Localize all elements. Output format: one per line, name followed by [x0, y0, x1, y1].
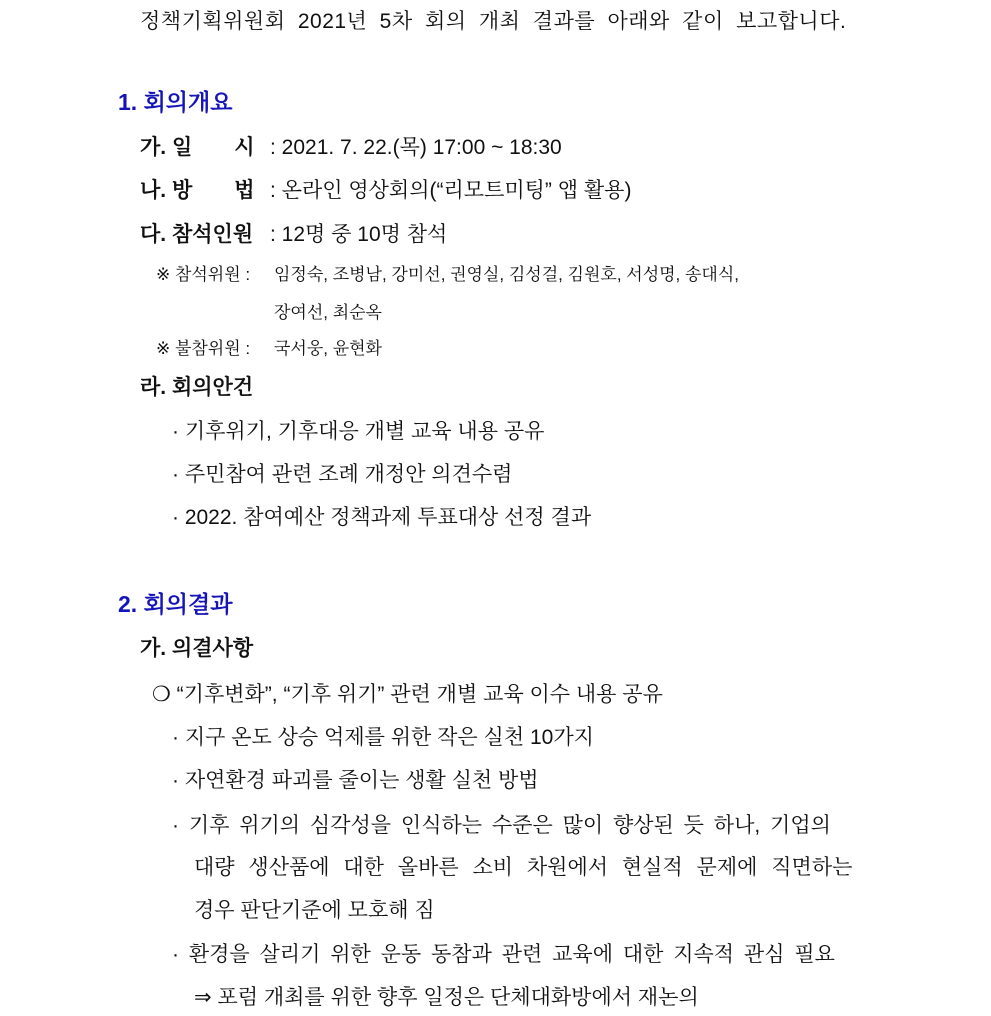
date-row [140, 134, 562, 162]
result-bullet: · 지구 온도 상승 억제를 위한 작은 실천 10가지 [172, 726, 594, 749]
result-bullet-continued: 대량 생산품에 대한 올바른 소비 차원에서 현실적 문제에 직면하는 [194, 856, 853, 879]
absent-value: 국서웅, 윤현화 [274, 339, 382, 358]
attendance-row [140, 221, 447, 249]
resolution-label: 가. 의결사항 [140, 637, 254, 660]
date-label: 가. 일 시 [140, 136, 255, 159]
attendees-line-2: 장여선, 최순옥 [274, 303, 382, 322]
absent-row [156, 335, 382, 363]
attendance-label: 다. 참석인원 [140, 223, 254, 246]
attendees-line-1: 임정숙, 조병남, 강미선, 권영실, 김성걸, 김원호, 서성명, 송대식, [274, 265, 739, 284]
absent-label: ※ 불참위원 : [156, 339, 251, 358]
result-bullet: · 기후 위기의 심각성을 인식하는 수준은 많이 향상된 듯 하나, 기업의 [172, 814, 831, 837]
method-label: 나. 방 법 [140, 179, 255, 202]
section-1-title: 1. 회의개요 [118, 89, 233, 115]
follow-up-note: ⇒ 포럼 개최를 위한 향후 일정은 단체대화방에서 재논의 [194, 986, 699, 1009]
agenda-item: · 주민참여 관련 조례 개정안 의견수렴 [172, 463, 513, 486]
circle-item: ❍ “기후변화”, “기후 위기” 관련 개별 교육 이수 내용 공유 [152, 683, 663, 706]
intro-text: 정책기획위원회 2021년 5차 회의 개최 결과를 아래와 같이 보고합니다. [140, 10, 847, 33]
attendees-row [156, 261, 739, 289]
result-bullet: · 자연환경 파괴를 줄이는 생활 실천 방법 [172, 769, 539, 792]
agenda-item: · 기후위기, 기후대응 개별 교육 내용 공유 [172, 420, 545, 443]
method-row [140, 177, 631, 205]
attendees-label: ※ 참석위원 : [156, 265, 251, 284]
agenda-label: 라. 회의안건 [140, 376, 254, 399]
result-bullet-continued: 경우 판단기준에 모호해 짐 [194, 899, 435, 922]
attendance-value: : 12명 중 10명 참석 [270, 223, 448, 246]
method-value: : 온라인 영상회의(“리모트미팅” 앱 활용) [270, 179, 632, 202]
agenda-item: · 2022. 참여예산 정책과제 투표대상 선정 결과 [172, 506, 592, 529]
date-value: : 2021. 7. 22.(목) 17:00 ~ 18:30 [270, 136, 562, 159]
section-2-title: 2. 회의결과 [118, 591, 233, 617]
result-bullet: · 환경을 살리기 위한 운동 동참과 관련 교육에 대한 지속적 관심 필요 [172, 943, 835, 966]
